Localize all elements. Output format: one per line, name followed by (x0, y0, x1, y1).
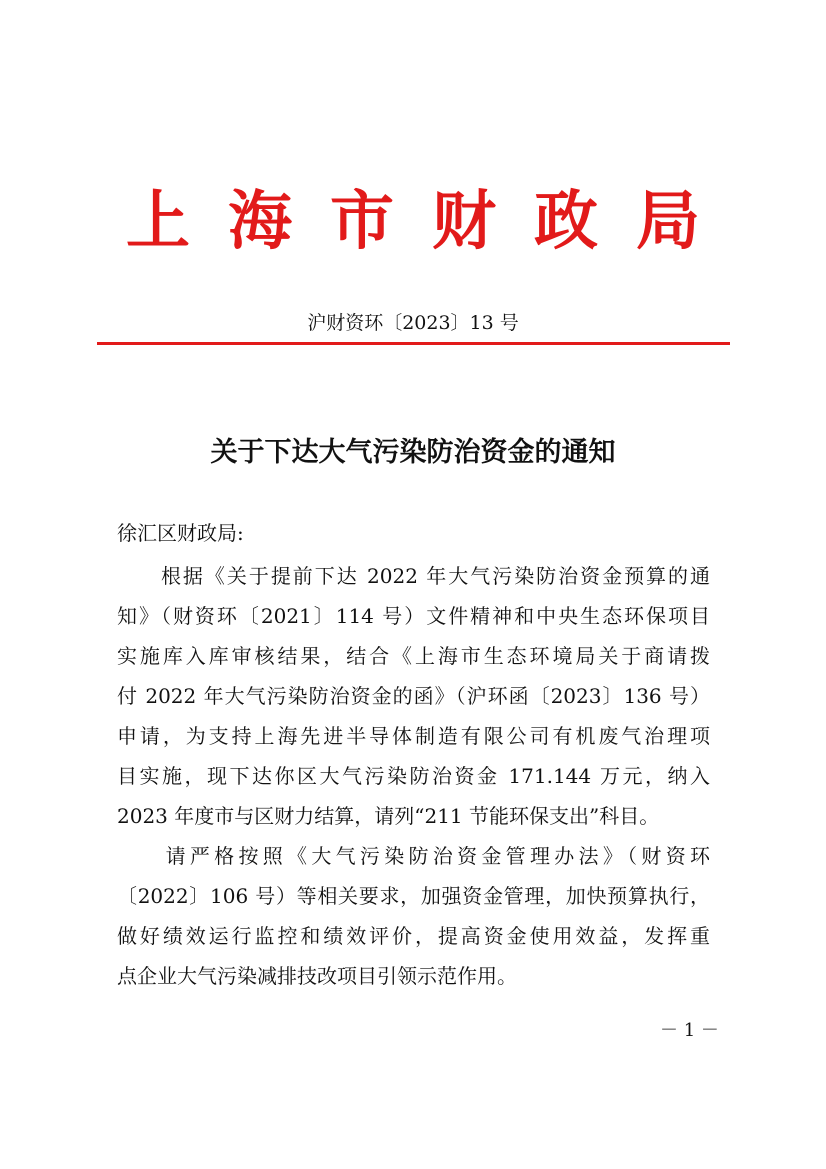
addressee: 徐汇区财政局: (117, 521, 244, 545)
text-line: 2023 年度市与区财力结算，请列“211 节能环保支出”科目。 (117, 804, 660, 828)
issuing-authority-header: 上海市财政局 (126, 184, 738, 259)
document-title: 关于下达大气污染防治资金的通知 (210, 437, 616, 468)
text-line: 实施库入库审核结果，结合《上海市生态环境局关于商请拨 (117, 644, 710, 668)
text-line: 付 2022 年大气污染防治资金的函》（沪环函〔2023〕136 号） (117, 684, 710, 708)
red-divider-line (97, 342, 730, 345)
text-line: 做好绩效运行监控和绩效评价，提高资金使用效益，发挥重 (117, 924, 710, 948)
text-line: 根据《关于提前下达 2022 年大气污染防治资金预算的通 (117, 564, 710, 588)
text-line: 〔2022〕106 号）等相关要求，加强资金管理，加快预算执行， (117, 884, 710, 908)
body-paragraph-2 (117, 836, 710, 996)
text-line: 申请，为支持上海先进半导体制造有限公司有机废气治理项 (117, 724, 710, 748)
text-line: 请严格按照《大气污染防治资金管理办法》（财资环 (117, 844, 710, 868)
document-number: 沪财资环〔2023〕13 号 (307, 312, 519, 334)
text-line: 目实施，现下达你区大气污染防治资金 171.144 万元，纳入 (117, 764, 710, 788)
body-paragraph-1 (117, 556, 710, 836)
text-line: 知》（财资环〔2021〕114 号）文件精神和中央生态环保项目 (117, 604, 710, 628)
text-line: 点企业大气污染减排技改项目引领示范作用。 (117, 964, 517, 988)
page-number: － 1 － (660, 1020, 719, 1041)
